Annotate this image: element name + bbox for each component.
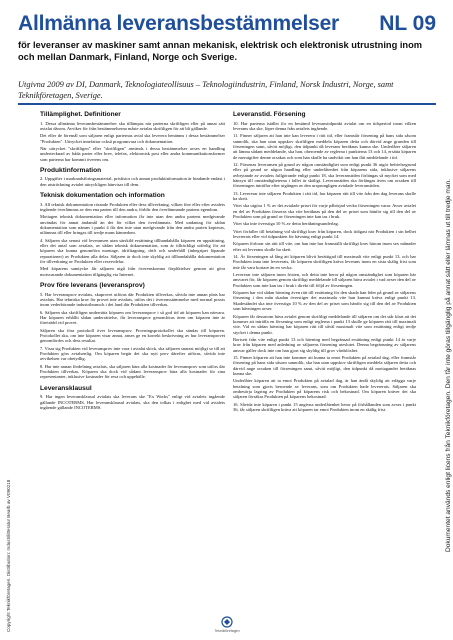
license-sidebar: Dokumentet används enligt licens från Teknikföretagen. Den får inte göras tillgänglig på annat sätt eller lämnas ut till tredje man. <box>445 178 452 552</box>
paragraph: Mottagen teknisk dokumentation eller information får inte utan den andra partens medgivande användas för annat ändamål än det för vilket den överlämnats. Med undantag för sådan dokumentation som nämns i punkt 4 får den inte utan medgivande från den andra parten kopieras, utlämnas till eller bringas till tredje mans kännedom. <box>40 214 225 236</box>
section-heading: Tillämplighet. Definitioner <box>40 111 121 118</box>
copyright-sidebar: Copyright Teknikföretagen. Distribution: Industrilitteratur Bearb av V090218 <box>6 479 11 632</box>
paragraph: 12. Försenas leveransen på grund av någon omständighet som enligt punkt 36 utgör befrielsegrund eller på grund av någon handling eller underlåtenhet från köparens sida, inklusive säljarens avbrytande av avtalets fullgörande enligt punkt 18, ska leveranstiden förlängas så mycket som med hänsyn till omständigheterna i fallet är skäligt. Leveranstiden ska förlängas även om orsaken till förseningen inträffar efter utgången av den ursprungligen avtalade leveranstiden. <box>233 161 416 189</box>
paragraph: 7. Visar sig Produkten vid leveransprov inte vara i avtalat skick, ska säljaren snarast möjligt se till att Produkten görs avtalsenlig. Om köparen begär det ska nytt prov därefter utföras, såvida inte avvikelsen var obetydlig. <box>40 345 225 362</box>
paragraph: 2. Uppgifter i marknadsföringsmaterial, prislistor och annan produktinformation är bindande endast i den utsträckning avtalet uttryckligen hänvisar till dem. <box>40 176 225 187</box>
paragraph: 4. Säljaren ska senast vid leveransen utan särskild ersättning tillhandahålla köparen en uppsättning, eller det antal som avtalats, av sådan teknisk dokumentation, som är tillräckligt utförlig för att köparen ska kunna genomföra montage, idrifttagning, drift och underhåll (inbegripet löpande reparationer) av Produkten alla delar. Säljaren är dock inte skyldig att tillhandahålla dokumentation för tillverkning av Produkten eller reservdelar. <box>40 237 225 265</box>
right-column <box>233 109 416 414</box>
section-heading: Leveransklausul <box>40 384 92 392</box>
paragraph: Säljaren ska föra protokoll över leveransprov. Provningsprotokollet ska sändas till köparen. Protokollet ska, om inte köparen visar annat, anses ge en korrekt beskrivning av hur leveransprovet genomfördes och dess resultat. <box>40 327 225 344</box>
organization-logo-icon <box>221 616 233 628</box>
paragraph: Underlåter köparen att ta emot Produkten på avtalad dag, är han ändå skyldig att erlägga varje betalning som gjorts beroende av leverans, som om Produkten hade levererats. Säljaren ska ombesörja lagring av Produkten på köparens risk och bekostnad. Om köparen kräver det ska säljaren försäkra Produkten på köparens bekostnad. <box>233 378 416 400</box>
paragraph: Köparen har vid sådan hävning även rätt till ersättning för den skada han lider på grund av säljarens försening i den mån skadan överstiger det maximala vite han kunnat kräva enligt punkt 13. Skadeståndet ska inte överstiga 10 % av den del av priset som hänför sig till den del av Produkten som hävningen avser. <box>233 290 416 312</box>
document-subtitle: för leveranser av maskiner samt annan mekanisk, elektrisk och elektronisk utrustning inom och mellan Danmark, Finland, Norge och Sverige. <box>18 40 423 62</box>
paragraph: Vitet ska utgöra 1 % av det avtalade priset för varje påbörjad vecka förseningen varar. Avser avtalet en del av Produkten förseras ska vite beräknas på den del av priset som hänför sig till den del av Produkten som på grund av förseningen inte kan tas i bruk. <box>233 203 416 219</box>
paragraph: 8. Har inte annan fördelning avtalats, ska säljaren bära alla kostnader för leveransprov som utförs där Produkten tillverkas. Köparen ska dock vid sådant leveransprov bära alla kostnader för sina representanter, inklusive kostnader för resa och uppehälle. <box>40 363 225 380</box>
paragraph: 5. Har leveransprov avtalats, skaprovet utföras där Produkten tillverkas, såvida inte annan plats har avtalats. Har tekniska krav för provet inte avtalats, utförs det i överensstämmelse med normal praxis inom vederbörande industribransch i det land där Produkten tillverkas. <box>40 291 225 308</box>
header-divider <box>18 103 436 105</box>
paragraph: 3. All teknisk dokumentation rörande Produkten eller dess tillverkning, vilken före eller efter avtalets ingående överlämnas av den ena parten till den andra, förblir den överlämnande partens egendom. <box>40 201 225 212</box>
paragraph: 13. Levererar inte säljaren Produkten i rätt tid, har köparen rätt till vite från den dag leverans skulle ha skett. <box>233 190 416 201</box>
paragraph: Det eller de föremål som säljaren enligt parternas avtal ska leverera benämns i dessa bestämmelser "Produkten". Uttrycket innefattar också programvara och dokumentation. <box>40 133 225 144</box>
paragraph: 14. Är förseningen så lång att köparen blivit berättigad till maximalt vite enligt punkt 13, och har Produkten inna inte levererats, får köparen skriftligen kräva leverans inom en sista skälig frist som inte får vara kortare än en vecka. <box>233 254 416 270</box>
paragraph: 10. Har parterna istället för en bestämd leveranstidpunkt avtalat om en tidsperiod inom vilken leverans ska ske, löper denna från avtalets ingående. <box>233 120 416 131</box>
publisher-logo <box>212 616 242 638</box>
paragraph: Med köparens samtycke får säljaren utgå från överenskomna förpliktelser genom att göra motsvarande dokumentation tillgänglig via Internet. <box>40 266 225 277</box>
paragraph: 16. Såvida inte köparen i punkt 15 angivna underlåtenhet beror på förhållanden som avses i punkt 36, får säljaren skriftligen kräva att köparen tar emot Produkten inom en skälig frist. <box>233 401 416 412</box>
document-code: NL 09 <box>379 12 436 35</box>
paragraph: När uttrycket "skriftligen" eller "skriftligen" används i dessa bestämmelser avses en handling undertecknad av båda parter eller brev, telefax, elektronisk post eller andra kommunikationsformer som parterna har kommit överens om. <box>40 145 225 162</box>
paragraph: Levererar inte säljaren inom fristen, och detta inte beror på någon omständighet som köparen bär ansvaret för, får köparen genom skriftligt meddelande till säljaren häva avtalet i vad avser den del av Produkten som inte kan tas i bruk i direkt till följd av förseningen. <box>233 272 417 288</box>
section-heading: Prov före leverans (leveransprov) <box>40 282 145 290</box>
paragraph: 6. Säljaren ska skriftligen underrätta köparen om leveransprov i så god tid att köparen kan närvara. Har köparen erhållit sådan underrättelse, får leveransprov genomföras även om köparen inte är företrädd vid provet. <box>40 309 225 326</box>
section-heading: Teknisk dokumentation och information <box>40 192 165 200</box>
left-column <box>40 109 225 412</box>
paragraph: Bortsett från vite enligt punkt 13 och hävning med begränsad ersättning enligt punkt 14 är varje krav från köparen med anledning av säljarens försening uteslutet. Denna begränsning av säljarens ansvar gäller dock inte om han gjort sig skyldig till grov vårdslöshet. <box>233 336 416 353</box>
paragraph: 11. Finner säljaren att han inte kan leverera i rätt tid, eller framstår försening på hans sida såsom sannolik, ska han utan uppskov skriftligen meddela köparen detta och därvid ange grunden till förseningen samt, såvitt möjligt, den tidpunkt då leverans beräknas kunna ske. Underlåter säljaren att lämna sådant meddelande, ska han, oberoende av reglerna i punkterna 13 och 14, ersätta köparen de merutgifter denne orsakas och som han skulle ha undvikit om han fått meddelande i tid. <box>233 133 416 160</box>
paragraph: Vitet förfaller till betalning vid skriftligt krav från köparen, dock tidigast när Produkten i sin helhet levererats eller vid tidpunkten för hävning enligt punkt 14. <box>233 228 416 240</box>
paragraph: 1. Dessa allmänna leveransbestämmelser ska tillämpas när parterna skriftligen eller på annat sätt avtalat därom. Avviker för från bestämmelserna måste avtalas skriftligen för att bli gällande. <box>40 120 225 131</box>
paragraph: 15. Finner köparen att han inte kommer att kunna ta emot Produkten på avtalad dag, eller framstår försening på hans sida såsom sannolik, ska han utan uppskov skriftligen meddela säljaren detta och därvid ange orsaken till förseningen samt, såvitt möjligt, den tidpunkt då mottagandet beräknas kunna ske. <box>233 354 416 376</box>
logo-label: Teknikföretagen <box>214 629 240 633</box>
publisher-note: Utgivna 2009 av DI, Danmark, Teknologiateollisuus – Teknologiindustrin, Finland, Norsk Industri, Norge, samt Teknikföretagen, Sverige. <box>18 80 394 100</box>
title-row <box>18 12 436 38</box>
paragraph: Vitet ska inte överstiga 10 % av detta beräkningsunderlag. <box>233 221 339 227</box>
document-title: Allmänna leveransbestämmelser <box>18 12 340 35</box>
paragraph: Köparen förlorar sin rätt till vite, om han inte har framställt skriftligt krav härom inom sex månader efter att leverans skulle ha skett. <box>233 241 416 252</box>
section-heading: Produktinformation <box>40 166 102 174</box>
section-heading: Leveranstid. Försening <box>233 111 306 118</box>
paragraph: 9. Har ingen leveransklausul avtalats ska leverans ske "Ex Works" enligt vid avtalets ingående gällande INCOTERMS. Har leveransklausul avtalats, ska den tolkas i enlighet med vid avtalets ingående gällande INCOTERMS. <box>40 394 225 410</box>
paragraph: Köparen får dessutom häva avtalet genom skriftligt meddelande till säljaren om det står klart att det kommer att inträffa en försening som enligt reglerna i punkt 13 skulle ge köparen rätt till maximalt vite. Vid en sådan hävning har köparen rätt till såväl maximalt vite som ersättning enligt tredje stycket i denna punkt. <box>233 313 416 335</box>
